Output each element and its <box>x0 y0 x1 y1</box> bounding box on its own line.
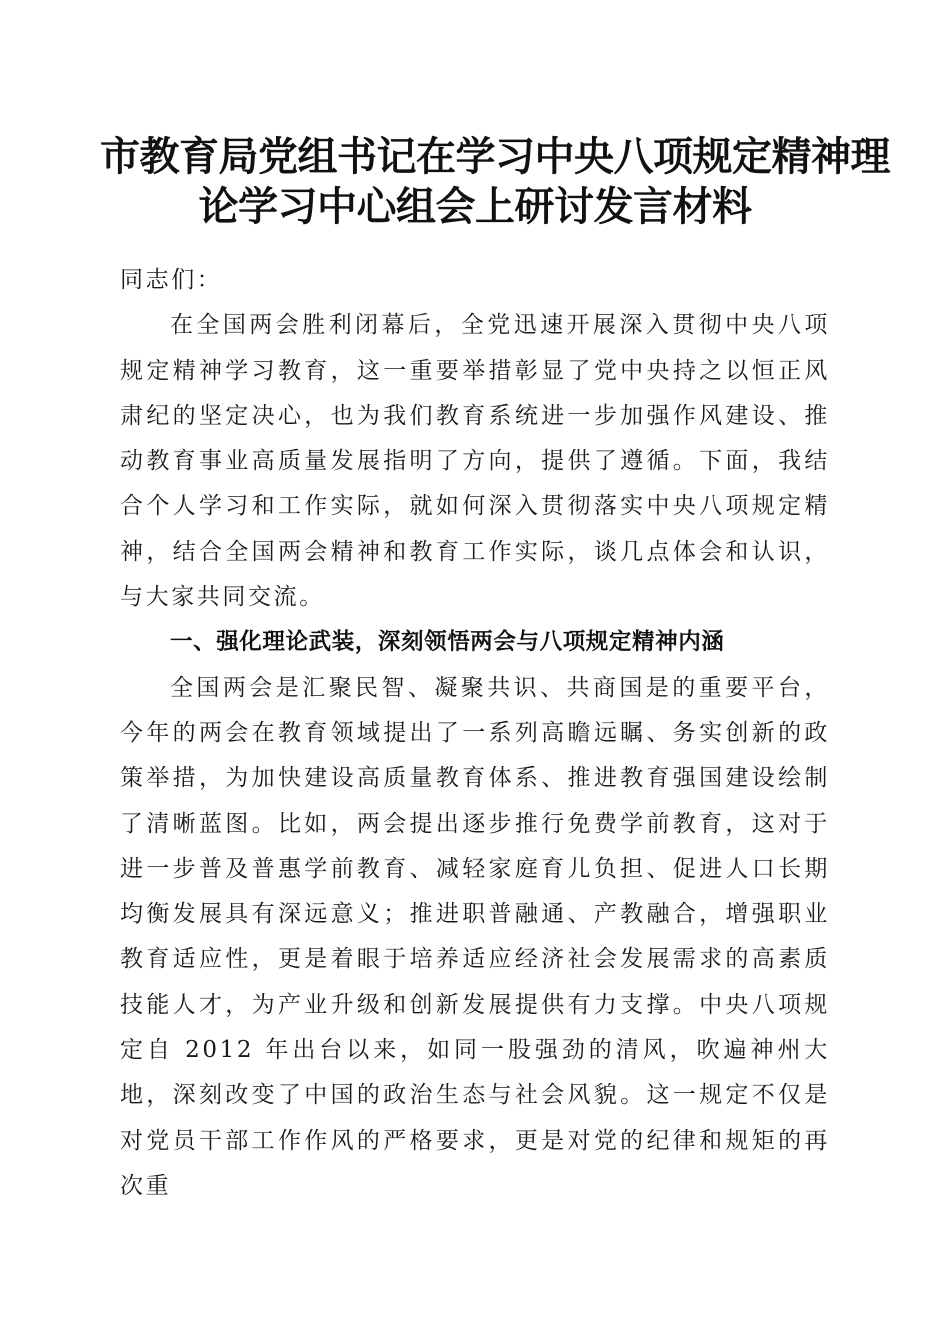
greeting: 同志们： <box>120 267 223 293</box>
section-heading-1: 一、强化理论武装，深刻领悟两会与八项规定精神内涵 <box>170 629 725 656</box>
title-line-1: 市教育局党组书记在学习中央八项规定精神理 <box>100 133 890 180</box>
title-line-2: 论学习中心组会上研讨发言材料 <box>198 183 752 230</box>
document-body <box>120 258 830 1209</box>
paragraph-intro: 在全国两会胜利闭幕后，全党迅速开展深入贯彻中央八项规定精神学习教育，这一重要举措彰显了党中央持之以恒正风肃纪的坚定决心，也为我们教育系统进一步加强作风建设、推动教育事业高质量发展指明了方向，提供了遵循。下面，我结合个人学习和工作实际，就如何深入贯彻落实中央八项规定精神，结合全国两会精神和教育工作实际，谈几点体会和认识，与大家共同交流。 <box>120 312 830 611</box>
paragraph-section-1: 全国两会是汇聚民智、凝聚共识、共商国是的重要平台，今年的两会在教育领域提出了一系列高瞻远瞩、务实创新的政策举措，为加快建设高质量教育体系、推进教育强国建设绘制了清晰蓝图。比如，两会提出逐步推行免费学前教育，这对于进一步普及普惠学前教育、减轻家庭育儿负担、促进人口长期均衡发展具有深远意义；推进职普融通、产教融合，增强职业教育适应性，更是着眼于培养适应经济社会发展需求的高素质技能人才，为产业升级和创新发展提供有力支撑。中央八项规定自 2012 年出台以来，如同一股强劲的清风，吹遍神州大地，深刻改变了中国的政治生态与社会风貌。这一规定不仅是对党员干部工作作风的严格要求，更是对党的纪律和规矩的再次重 <box>120 674 830 1199</box>
document-title <box>100 132 890 232</box>
